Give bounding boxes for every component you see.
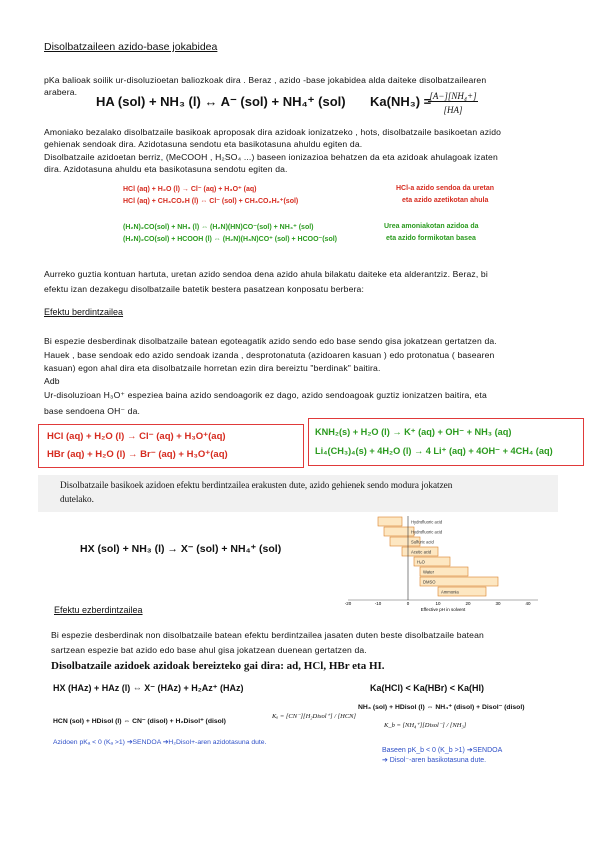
intro-line-2: arabera. xyxy=(44,87,78,97)
chart-bar-label: Acetic acid xyxy=(411,549,432,555)
hx-equation: HX (sol) + NH₃ (l) → X⁻ (sol) + NH₄⁺ (sol) xyxy=(80,543,282,555)
solvent-ph-chart xyxy=(344,514,548,614)
ka-order: Ka(HCl) < Ka(HBr) < Ka(HI) xyxy=(370,683,485,693)
intro-line-1: pKa balioak soilik ur-disoluzioetan baliozkoak dira . Beraz , azido -base jokabidea alda daiteke disolbatzailearen xyxy=(44,75,487,85)
section-heading-ezberdintzailea: Efektu ezberdintzailea xyxy=(54,605,143,615)
chart-bar-label: Water xyxy=(423,569,435,575)
chart-bar-label: DMSO xyxy=(423,579,436,585)
section1-line-2: Hauek , base sendoak edo azido sendoak izanda , desprotonatuta (azidoaren kasuan ) edo protonatua ( basearen xyxy=(44,350,495,360)
chart-tick-label: -20 xyxy=(344,601,352,606)
para1-line-1: Amoniako bezalako disolbatzaile basikoak aproposak dira azidoak ionizatzeko , hots, disolbatzaile basikoetan azido xyxy=(44,127,502,137)
chart-tick-label: -10 xyxy=(374,601,382,606)
reaction-note-3: Urea amoniakotan azidoa da xyxy=(384,223,479,230)
section2-bold-line: Disolbatzaile azidoek azidoak bereizteko gai dira: ad, HCl, HBr eta HI. xyxy=(51,660,385,672)
reaction-4: (H₂N)₂CO(sol) + HCOOH (l) ⇔ (H₂N)(H₃N)CO⁺ (sol) + HCOO⁻(sol) xyxy=(123,236,337,243)
x-axis-label: Effective pH in solvent xyxy=(420,607,466,612)
reaction-2: HCl (aq) + CH₃CO₂H (l) ⇔ Cl⁻ (sol) + CH₃CO₂H₂⁺(sol) xyxy=(123,198,299,205)
section2-line-1: Bi espezie desberdinak non disolbatzaile batean efektu berdintzailea jasaten duten beste disolbatzaile batean xyxy=(51,630,484,640)
green-box-eq-1: KNH₂(s) + H₂O (l) → K⁺ (aq) + OH⁻ + NH₃ (aq) xyxy=(315,427,512,437)
chart-bar xyxy=(378,517,402,526)
kb-small-expression: K_b = [NH₄⁺][Disol⁻] / [NH₃] xyxy=(384,722,467,729)
chart-tick-label: 40 xyxy=(525,601,531,606)
grey-note-line-1: Disolbatzaile basikoek azidoen efektu berdintzailea erakusten dute, azido gehienek sendo modura jokatzen xyxy=(60,480,453,490)
reaction-note-1: HCl-a azido sendoa da uretan xyxy=(396,185,495,192)
ka-small-expression: Kₐ = [CN⁻][H₂Disol⁺] / [HCN] xyxy=(272,713,357,720)
chart-bar-label: Ammonia xyxy=(441,589,459,595)
chart-tick-label: 0 xyxy=(406,601,410,606)
reaction-3: (H₂N)₂CO(sol) + NH₃ (l) ⇔ (H₂N)(HN)CO⁻(sol) + NH₄⁺ (sol) xyxy=(123,224,314,231)
red-box-eq-2: HBr (aq) + H₂O (l) → Br⁻ (aq) + H₃O⁺(aq) xyxy=(47,449,228,460)
chart-tick-label: 10 xyxy=(435,601,441,606)
section1-line-6: base sendoena OH⁻ da. xyxy=(44,406,141,416)
section1-line-1: Bi espezie desberdinak disolbatzaile batean egoteagatik azido sendo edo base sendo gisa jokatzean gertatzen da. xyxy=(44,336,497,346)
green-equation-box xyxy=(308,418,584,466)
para2-line-1: Aurreko guztia kontuan hartuta, uretan azido sendoa dena azido ahula bilakatu daiteke eta alderantziz. Beraz, bi xyxy=(44,269,488,279)
chart-bar xyxy=(384,527,414,536)
red-box-eq-1: HCl (aq) + H₂O (l) → Cl⁻ (aq) + H₃O⁺(aq) xyxy=(47,431,226,442)
para1-line-4: dira. Azidotasuna ahuldu eta basikotasuna sendotu egiten da. xyxy=(44,164,288,174)
chart-bar-label: Sulfuric acid xyxy=(411,539,434,545)
chart-tick-label: 30 xyxy=(495,601,501,606)
base-note-2: ➔ Disol⁻-aren basikotasuna dute. xyxy=(382,757,487,764)
acid-note: Azidoen pKₐ < 0 (Kₐ >1) ➔SENDOA ➔H₂Disol+-aren azidotasuna dute. xyxy=(53,739,267,746)
page-title: Disolbatzaileen azido-base jokabidea xyxy=(44,41,218,53)
ka-numerator: [A−][NH₄+] xyxy=(429,91,477,101)
reaction-note-2: eta azido azetikotan ahula xyxy=(402,197,489,204)
chart-bar-label: H₂O xyxy=(417,559,425,565)
chart-bar-label: Hydrofluoric acid xyxy=(411,519,443,525)
reaction-1: HCl (aq) + H₂O (l) → Cl⁻ (aq) + H₃O⁺ (aq) xyxy=(123,186,257,193)
base-note-1: Baseen pK_b < 0 (K_b >1) ➔SENDOA xyxy=(382,747,503,754)
section-heading-berdintzailea: Efektu berdintzailea xyxy=(44,307,124,317)
green-box-eq-2: Li₄(CH₃)₄(s) + 4H₂O (l) → 4 Li⁺ (aq) + 4OH⁻ + 4CH₄ (aq) xyxy=(315,446,553,456)
ka-denominator: [HA] xyxy=(443,105,463,115)
red-equation-box xyxy=(38,424,304,468)
para1-line-2: gehienak sendoak dira. Azidotasuna sendotu eta basikotasuna ahuldu egiten da. xyxy=(44,139,363,149)
chart-tick-label: 20 xyxy=(465,601,471,606)
section1-line-3: kasuan) egon ahal dira eta disolbatzaile horretan ezin dira bereiztu "berdinak" baitira. xyxy=(44,363,381,373)
intro-equation: HA (sol) + NH₃ (l) ↔ A⁻ (sol) + NH₄⁺ (sol) xyxy=(96,94,346,109)
grey-note-line-2: dutelako. xyxy=(60,494,94,504)
nh3-disol-equation: NH₃ (sol) + HDisol (l) ⇔ NH₄⁺ (disol) + Disol⁻ (disol) xyxy=(358,704,525,711)
section1-line-4: Adb xyxy=(44,376,60,386)
section1-line-5: Ur-disoluzioan H₃O⁺ espeziea baina azido sendoagorik ez dago, azido sendoagoak guztiz ionizatzen baitira, eta xyxy=(44,390,487,400)
hcn-disol-equation: HCN (sol) + HDisol (l) ⇔ CN⁻ (disol) + H₂Disol⁺ (disol) xyxy=(53,718,226,725)
chart-bar-label: Hydrofluoric acid xyxy=(411,529,443,535)
para2-line-2: efektu izan dezakegu disolbatzaile batetik bestera pasatzean konposatu berbera: xyxy=(44,284,364,294)
ka-label: Ka(NH₃) = xyxy=(370,94,432,109)
reaction-note-4: eta azido formikotan basea xyxy=(386,235,476,242)
para1-line-3: Disolbatzaile azidoetan berriz, (MeCOOH , H₂SO₄ ...) baseen ionizazioa behatzen da eta azidoak ahulagoak izaten xyxy=(44,152,498,162)
grey-note-box xyxy=(38,475,558,512)
hx-haz-equation: HX (HAz) + HAz (l) ⇔ X⁻ (HAz) + H₂Az⁺ (HAz) xyxy=(53,683,244,693)
section2-line-2: sartzean espezie bat azido edo base ahul gisa jokatzean duenean gertatzen da. xyxy=(51,645,367,655)
